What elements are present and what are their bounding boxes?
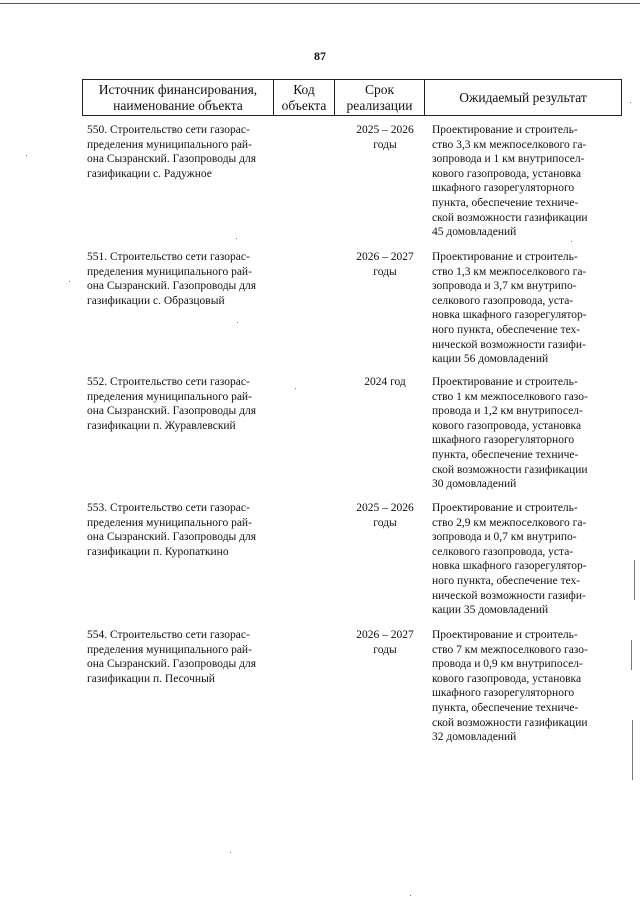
implementation-term: 2024 год <box>364 376 406 388</box>
scan-speck <box>237 322 238 323</box>
scan-speck <box>26 155 27 156</box>
object-name: 551. Строительство сети газорас- пределения муниципального рай- она Сызранский. Газопроводы для газификации с. Образцовый <box>87 251 257 307</box>
header-term: Срок реализации <box>346 81 413 113</box>
scan-speck <box>230 852 231 853</box>
scan-speck <box>295 388 296 389</box>
implementation-term: 2026 – 2027 годы <box>356 251 414 278</box>
scan-speck <box>410 895 411 896</box>
scan-top-border <box>0 3 640 4</box>
implementation-term: 2025 – 2026 годы <box>356 124 414 151</box>
implementation-term: 2025 – 2026 годы <box>356 502 414 529</box>
page-number: 87 <box>314 49 326 63</box>
scan-speck <box>631 640 632 670</box>
expected-result: Проектирование и строитель- ство 3,3 км межпоселкового га- зопровода и 1 км внутрипосел- кового газопровода, установка шкафного газорегуляторного пункта, обеспечение техниче- ской возможности газификации 45 домовладений <box>432 124 588 239</box>
header-divider <box>621 79 622 116</box>
scan-speck <box>634 560 635 600</box>
object-name: 552. Строительство сети газорас- пределения муниципального рай- она Сызранский. Газопроводы для газификации п. Журавлевский <box>87 376 257 432</box>
scan-speck <box>69 281 70 282</box>
header-result: Ожидаемый результат <box>459 89 587 105</box>
table-header <box>82 79 622 116</box>
expected-result: Проектирование и строитель- ство 7 км межпоселкового газо- провода и 0,9 км внутрипосел- кового газопровода, установка шкафного газорегуляторного пункта, обеспечение техниче- ской возможности газификации 32 домовладений <box>432 629 588 744</box>
scan-speck <box>630 102 631 103</box>
scan-speck <box>632 720 633 780</box>
header-code: Код объекта <box>281 81 327 113</box>
expected-result: Проектирование и строитель- ство 2,9 км межпоселкового га- зопровода и 0,7 км внутрипо- селкового газопровода, уста- новка шкафного газорегулятор- ного пункта, обеспечение тех- нической возможности газифи- кации 35 домовладений <box>432 502 587 617</box>
object-name: 550. Строительство сети газорас- пределения муниципального рай- она Сызранский. Газопроводы для газификации с. Радужное <box>87 124 257 180</box>
expected-result: Проектирование и строитель- ство 1 км межпоселкового газо- провода и 1,2 км внутрипосел- кового газопровода, установка шкафного газорегуляторного пункта, обеспечение техниче- ской возможности газификации 30 домовладений <box>432 376 588 491</box>
object-name: 553. Строительство сети газорас- пределения муниципального рай- она Сызранский. Газопроводы для газификации п. Куропаткино <box>87 502 257 558</box>
scan-speck <box>571 241 572 242</box>
object-name: 554. Строительство сети газорас- пределения муниципального рай- она Сызранский. Газопроводы для газификации п. Песочный <box>87 629 257 685</box>
scan-speck <box>236 238 237 239</box>
header-source: Источник финансирования, наименование объекта <box>98 81 258 113</box>
expected-result: Проектирование и строитель- ство 1,3 км межпоселкового га- зопровода и 3,7 км внутрипо- селкового газопровода, уста- новка шкафного газорегулятор- ного пункта, обеспечение тех- нической возможности газифи- кации 56 домовладений <box>432 251 587 366</box>
implementation-term: 2026 – 2027 годы <box>356 629 414 656</box>
